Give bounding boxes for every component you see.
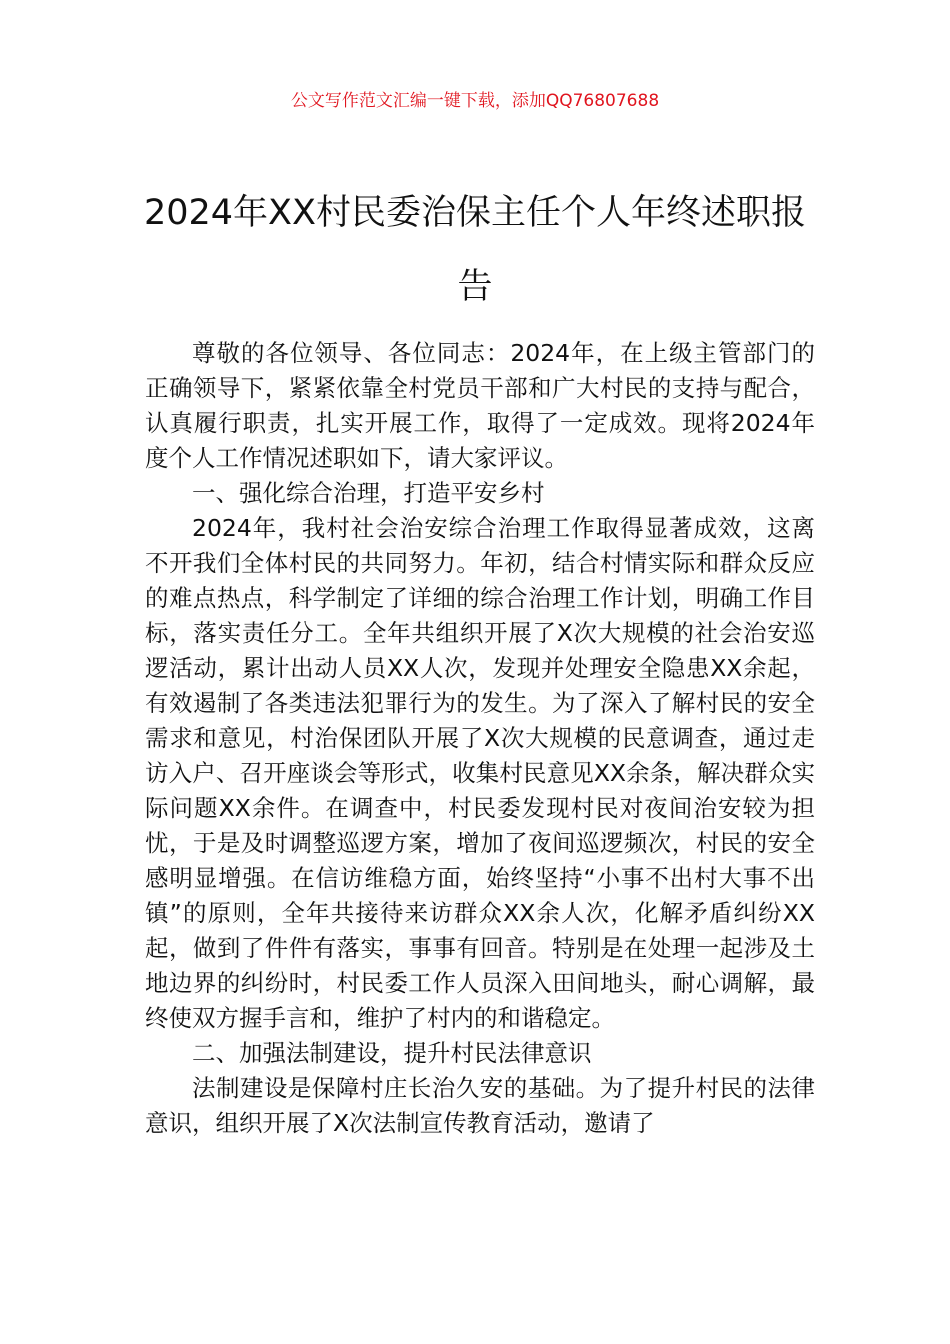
section-2-paragraph: 法制建设是保障村庄长治久安的基础。为了提升村民的法律意识，组织开展了X次法制宣传教育活动，邀请了 [145,1074,815,1137]
intro-paragraph: 尊敬的各位领导、各位同志：2024年，在上级主管部门的正确领导下，紧紧依靠全村党员干部和广大村民的支持与配合，认真履行职责，扎实开展工作，取得了一定成效。现将2024年度个人工作情况述职如下，请大家评议。 [145,339,815,472]
section-1-paragraph: 2024年，我村社会治安综合治理工作取得显著成效，这离不开我们全体村民的共同努力。年初，结合村情实际和群众反应的难点热点，科学制定了详细的综合治理工作计划，明确工作目标，落实责任分工。全年共组织开展了X次大规模的社会治安巡逻活动，累计出动人员XX人次，发现并处理安全隐患XX余起，有效遏制了各类违法犯罪行为的发生。为了深入了解村民的安全需求和意见，村治保团队开展了X次大规模的民意调查，通过走访入户、召开座谈会等形式，收集村民意见XX余条，解决群众实际问题XX余件。在调查中，村民委发现村民对夜间治安较为担忧，于是及时调整巡逻方案，增加了夜间巡逻频次，村民的安全感明显增强。在信访维稳方面，始终坚持“小事不出村大事不出镇”的原则，全年共接待来访群众XX余人次，化解矛盾纠纷XX起，做到了件件有落实，事事有回音。特别是在处理一起涉及土地边界的纠纷时，村民委工作人员深入田间地头，耐心调解，最终使双方握手言和，维护了村内的和谐稳定。 [145,514,815,1032]
section-heading-2: 二、加强法制建设，提升村民法律意识 [192,1039,592,1067]
download-promo-note: 公文写作范文汇编一键下载，添加QQ76807688 [290,91,660,111]
section-heading-1: 一、强化综合治理，打造平安乡村 [192,479,545,507]
document-body [145,336,815,1141]
document-title: 2024年XX村民委治保主任个人年终述职报告 [143,193,807,307]
